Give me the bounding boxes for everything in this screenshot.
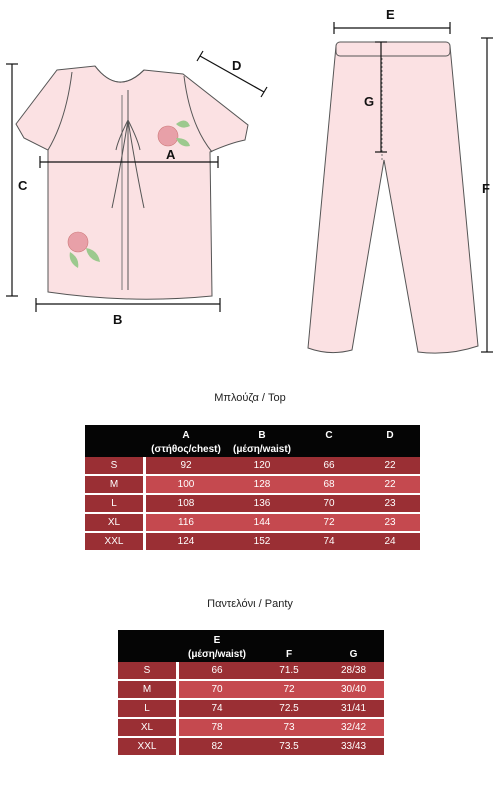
value-g: 30/40 — [323, 679, 384, 698]
top-header-c: C — [298, 425, 360, 457]
pants-section-title: Παντελόνι / Panty — [207, 598, 293, 610]
value-c: 70 — [298, 493, 360, 512]
table-row — [85, 457, 420, 474]
value-g: 31/41 — [323, 698, 384, 717]
size-label: M — [118, 679, 176, 698]
value-f: 73.5 — [255, 736, 323, 755]
pants-header-g: G — [323, 630, 384, 662]
value-a: 116 — [146, 512, 226, 531]
value-e: 78 — [179, 717, 255, 736]
size-label: L — [118, 698, 176, 717]
value-a: 124 — [146, 531, 226, 550]
table-row — [85, 531, 420, 550]
table-row — [118, 736, 384, 755]
value-c: 72 — [298, 512, 360, 531]
label-g: G — [364, 94, 375, 109]
table-row — [85, 474, 420, 493]
flower-rose-lower — [68, 232, 88, 252]
value-g: 33/43 — [323, 736, 384, 755]
value-b: 152 — [226, 531, 298, 550]
value-c: 68 — [298, 474, 360, 493]
value-f: 73 — [255, 717, 323, 736]
value-b: 144 — [226, 512, 298, 531]
table-row — [85, 493, 420, 512]
value-c: 66 — [298, 457, 360, 474]
label-a: A — [166, 147, 176, 162]
flower-rose-upper — [158, 126, 178, 146]
pants-header-e: E (μέση/waist) — [179, 630, 255, 662]
label-e: E — [386, 7, 395, 22]
pants-header-size — [118, 630, 176, 662]
label-f: F — [482, 181, 490, 196]
value-b: 120 — [226, 457, 298, 474]
size-label: L — [85, 493, 143, 512]
value-e: 70 — [179, 679, 255, 698]
value-d: 22 — [360, 474, 420, 493]
top-header-size — [85, 425, 143, 457]
value-g: 28/38 — [323, 662, 384, 679]
value-d: 24 — [360, 531, 420, 550]
size-label: M — [85, 474, 143, 493]
value-b: 136 — [226, 493, 298, 512]
size-label: XXL — [85, 531, 143, 550]
size-label: XL — [85, 512, 143, 531]
value-e: 82 — [179, 736, 255, 755]
size-label: XL — [118, 717, 176, 736]
value-f: 72.5 — [255, 698, 323, 717]
value-d: 23 — [360, 512, 420, 531]
value-a: 108 — [146, 493, 226, 512]
size-label: XXL — [118, 736, 176, 755]
size-label: S — [85, 457, 143, 474]
value-g: 32/42 — [323, 717, 384, 736]
size-diagram — [0, 0, 500, 370]
top-header-d: D — [360, 425, 420, 457]
label-d: D — [232, 58, 242, 73]
value-c: 74 — [298, 531, 360, 550]
value-f: 71.5 — [255, 662, 323, 679]
label-c: C — [18, 178, 28, 193]
top-header-a: A (στήθος/chest) — [146, 425, 226, 457]
pants-size-table — [118, 630, 384, 755]
pants-header-f: F — [255, 630, 323, 662]
value-b: 128 — [226, 474, 298, 493]
table-row — [85, 512, 420, 531]
value-e: 66 — [179, 662, 255, 679]
top-body-shape — [16, 66, 248, 299]
table-row — [118, 662, 384, 679]
table-row — [118, 717, 384, 736]
value-f: 72 — [255, 679, 323, 698]
value-e: 74 — [179, 698, 255, 717]
table-row — [118, 679, 384, 698]
top-size-table — [85, 425, 420, 550]
top-header-b: B (μέση/waist) — [226, 425, 298, 457]
pants-shape — [308, 46, 478, 353]
top-section-title: Μπλούζα / Top — [214, 392, 286, 404]
size-label: S — [118, 662, 176, 679]
value-d: 22 — [360, 457, 420, 474]
top-garment-illustration — [16, 66, 248, 299]
pants-waistband — [336, 42, 450, 56]
label-b: B — [113, 312, 123, 327]
table-row — [118, 698, 384, 717]
value-a: 100 — [146, 474, 226, 493]
pants-garment-illustration — [308, 42, 478, 353]
value-a: 92 — [146, 457, 226, 474]
value-d: 23 — [360, 493, 420, 512]
